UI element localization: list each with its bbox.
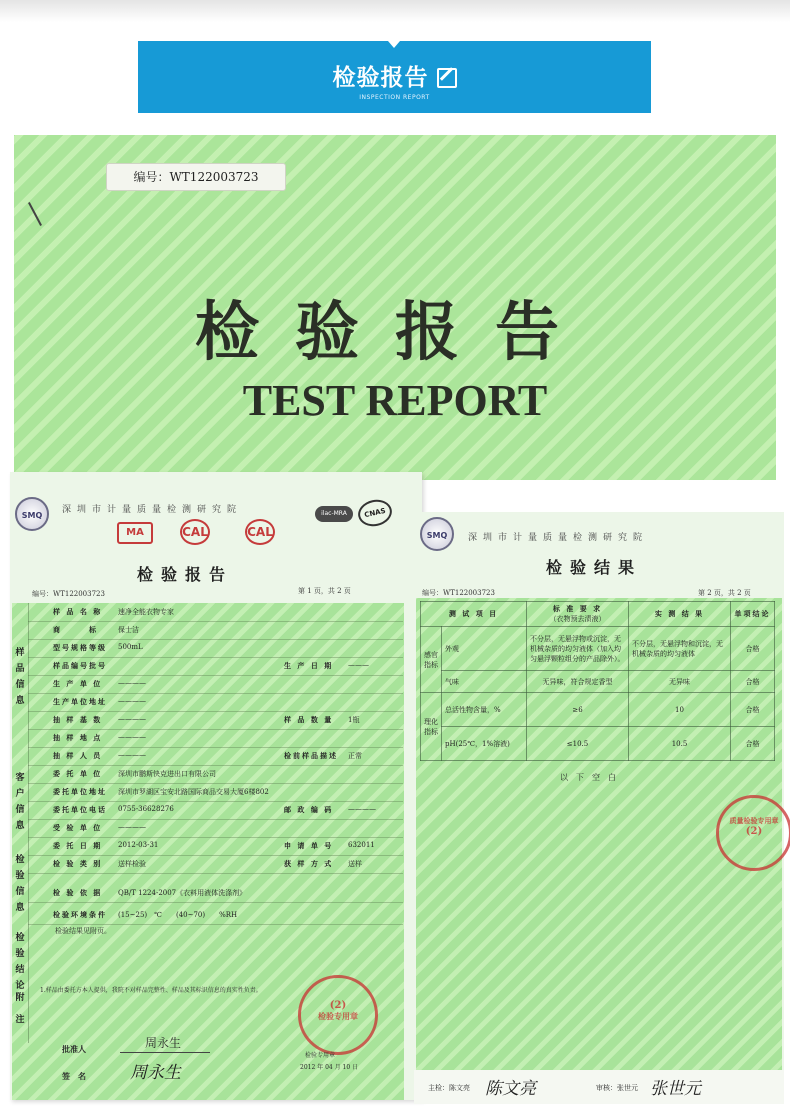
col-verdict: 单项结论 <box>731 602 775 627</box>
row-value: 送样检验 <box>118 860 146 868</box>
section-test-info: 检验信息 <box>15 855 25 913</box>
reviewer-label: 审核：张世元 <box>596 1084 638 1092</box>
table-row <box>28 693 403 712</box>
row-label-2: 样 品 数 量 <box>284 715 334 724</box>
row-label: 受 检 单 位 <box>53 823 103 832</box>
cover-scratch <box>28 202 42 226</box>
row-value: ———— <box>118 733 146 741</box>
row-label: 生产单位地址 <box>53 697 107 706</box>
stamp-1-number: (2) <box>329 1000 347 1011</box>
note-text: 1.样品由委托方本人提供，我院不对样品完整性、样品及其标识信息的真实性负责。 <box>40 987 262 994</box>
stamp-2-number: (2) <box>745 826 763 837</box>
quality-stamp-2 <box>716 795 790 871</box>
row-value: 500mL <box>118 643 143 651</box>
cal-logo-1: CAL <box>180 519 210 545</box>
req-appearance: 不分层，无悬浮物或沉淀，无机械杂质的均匀液体（加入均匀悬浮颗粒组分的产品除外）。 <box>527 627 629 671</box>
req-odor: 无异味，符合规定香型 <box>527 671 629 693</box>
row-value: 深圳市鹏斯快克进出口有限公司 <box>118 770 216 778</box>
stamp-1-text: 检验专用章 <box>318 1011 358 1021</box>
report-date: 2012 年 04 月 10 日 <box>300 1064 359 1071</box>
table-row <box>28 906 403 925</box>
group-sensory: 感官指标 <box>421 627 442 693</box>
results-header-row <box>421 602 775 627</box>
row-value-2: 632011 <box>348 841 375 849</box>
table-row <box>421 693 775 727</box>
row-label: 生 产 单 位 <box>53 679 103 688</box>
row-value: ———— <box>118 715 146 723</box>
table-row <box>28 639 403 658</box>
row-label: 委托单位地址 <box>53 787 107 796</box>
result-appearance: 不分层，无悬浮物和沉淀，无机械杂质的均匀液体 <box>629 627 731 671</box>
verdict-appearance: 合格 <box>731 627 775 671</box>
table-row <box>28 783 403 802</box>
req-active: ≥6 <box>527 693 629 727</box>
table-row <box>28 657 403 676</box>
row-label: 检验环境条件 <box>53 910 107 919</box>
item-active: 总活性物含量，% <box>442 693 527 727</box>
row-value-2: ———— <box>348 805 376 813</box>
row-label: 商 标 <box>53 625 98 634</box>
row-label-2: 生 产 日 期 <box>284 661 334 670</box>
row-value: (15~25) ℃ (40~70) %RH <box>118 911 238 919</box>
table-row <box>28 819 403 838</box>
checker-label: 主检：陈文亮 <box>428 1084 470 1092</box>
ilac-mra-logo: ilac-MRA <box>315 506 353 522</box>
page-1-number: 编号：WT122003723 <box>32 590 105 598</box>
institute-name: 深圳市计量质量检测研究院 <box>62 505 243 515</box>
table-row <box>28 837 403 856</box>
row-value: 2012-03-31 <box>118 841 159 849</box>
row-label: 抽 样 地 点 <box>53 733 103 742</box>
page-1-title: 检验报告 <box>137 565 234 584</box>
banner-subtitle: INSPECTION REPORT <box>359 94 430 101</box>
req-ph: ≤10.5 <box>527 727 629 761</box>
institute-name-2: 深圳市计量质量检测研究院 <box>468 533 649 543</box>
result-ph: 10.5 <box>629 727 731 761</box>
row-label-2: 获 样 方 式 <box>284 859 334 868</box>
table-row <box>28 729 403 748</box>
row-label-2: 邮 政 编 码 <box>284 805 334 814</box>
cal-logo-2: CAL <box>245 519 275 545</box>
page-2-number: 编号：WT122003723 <box>422 589 495 597</box>
col-result: 实 测 结 果 <box>629 602 731 627</box>
page-1-page-count: 第 1 页，共 2 页 <box>298 587 351 595</box>
row-value: 0755-36628276 <box>118 805 174 813</box>
top-shadow-bar <box>0 0 790 22</box>
row-label: 委 托 日 期 <box>53 841 103 850</box>
result-odor: 无异味 <box>629 671 731 693</box>
section-client-info: 客户信息 <box>15 773 25 831</box>
col-test-item: 测 试 项 目 <box>421 602 527 627</box>
table-row <box>421 627 775 671</box>
reviewer-signature: 张世元 <box>650 1079 701 1099</box>
row-label: 样品编号批号 <box>53 661 107 670</box>
row-value: ———— <box>118 679 146 687</box>
smq-logo-2: SMQ <box>420 517 454 551</box>
row-value: 深圳市罗湖区宝安北路国际商品交易大厦6楼802 <box>118 788 269 796</box>
approver-name: 周永生 <box>145 1036 182 1050</box>
row-value-2: 正常 <box>348 752 362 760</box>
row-value: ———— <box>118 697 146 705</box>
item-ph: pH(25℃，1%溶液) <box>442 727 527 761</box>
row-value: ———— <box>118 751 146 759</box>
item-appearance: 外观 <box>442 627 527 671</box>
banner-title: 检验报告 <box>138 59 651 92</box>
row-label-2: 申 请 单 号 <box>284 841 334 850</box>
header-banner <box>138 41 651 113</box>
section-sample-info: 样品信息 <box>15 648 25 706</box>
approver-signature: 周永生 <box>130 1063 181 1083</box>
report-cover <box>14 135 776 480</box>
sign-label: 签 名 <box>62 1071 86 1081</box>
inspection-stamp-1 <box>298 975 378 1055</box>
smq-logo: SMQ <box>15 497 49 531</box>
table-row <box>421 727 775 761</box>
row-label: 委托单位电话 <box>53 805 107 814</box>
section-note: 注 <box>15 1015 25 1025</box>
banner-notch <box>388 41 400 48</box>
verdict-active: 合格 <box>731 693 775 727</box>
table-row <box>28 884 403 903</box>
row-value: ———— <box>118 823 146 831</box>
section-attached: 附 <box>15 993 25 1003</box>
cover-number-label: 编号：WT122003723 <box>106 163 286 191</box>
table-row <box>421 671 775 693</box>
cnas-logo: CNAS <box>356 497 395 530</box>
conclusion-text: 检验结果见附页。 <box>55 927 111 935</box>
row-value-2: ——— <box>348 661 369 669</box>
page-2-page-count: 第 2 页，共 2 页 <box>698 589 751 597</box>
row-label-2: 检前样品描述 <box>284 751 338 760</box>
table-row <box>28 675 403 694</box>
item-odor: 气味 <box>442 671 527 693</box>
col-standard: 标 准 要 求 （衣物预去渍液） <box>527 602 629 627</box>
row-value: 保士洁 <box>118 626 139 634</box>
row-label: 抽 样 人 员 <box>53 751 103 760</box>
row-label: 检 验 依 据 <box>53 888 103 897</box>
cover-title-cn: 检验报告 <box>195 295 595 370</box>
approver-line <box>120 1052 210 1053</box>
table-row <box>28 603 403 622</box>
stamp-2-text: 质量检验专用章 <box>729 816 779 825</box>
row-label: 型号规格等级 <box>53 643 107 652</box>
cma-logo: MA <box>117 522 153 544</box>
group-physchem: 理化指标 <box>421 693 442 761</box>
page-2-title: 检验结果 <box>546 558 643 577</box>
result-active: 10 <box>629 693 731 727</box>
row-value: 速净全能衣物专家 <box>118 608 174 616</box>
row-value: QB/T 1224-2007《衣料用液体洗涤剂》 <box>118 889 247 897</box>
checker-signature: 陈文亮 <box>485 1079 536 1099</box>
row-label: 抽 样 基 数 <box>53 715 103 724</box>
verdict-odor: 合格 <box>731 671 775 693</box>
table-row <box>28 765 403 784</box>
row-value-2: 送样 <box>348 860 362 868</box>
blank-below-text: 以 下 空 白 <box>560 773 616 782</box>
edit-icon <box>437 68 457 88</box>
stamp-caption: 检验专用章 <box>305 1052 336 1059</box>
approver-label: 批准人 <box>62 1044 86 1054</box>
table-row <box>28 855 403 874</box>
section-conclusion: 检验结论 <box>15 933 25 991</box>
table-row <box>28 621 403 640</box>
table-row <box>28 747 403 766</box>
verdict-ph: 合格 <box>731 727 775 761</box>
row-label: 委 托 单 位 <box>53 769 103 778</box>
table-row <box>28 711 403 730</box>
row-value-2: 1瓶 <box>348 716 360 724</box>
cover-title-en: TEST REPORT <box>242 376 548 425</box>
row-label: 检 验 类 别 <box>53 859 103 868</box>
row-label: 样 品 名 称 <box>53 607 103 616</box>
table-row <box>28 801 403 820</box>
results-table <box>420 601 775 761</box>
